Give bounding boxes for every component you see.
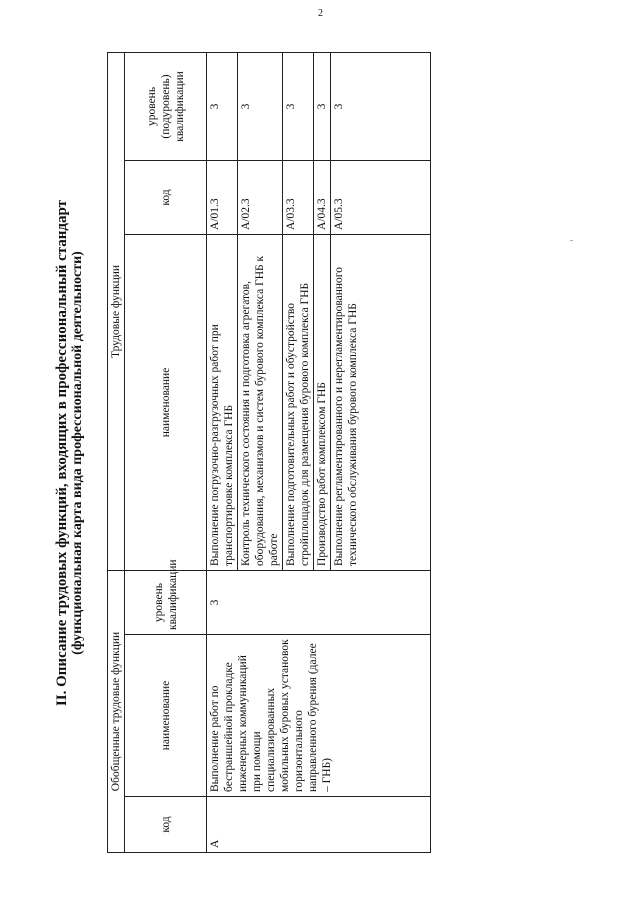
gen-code-cell: A <box>207 797 431 853</box>
scan-mark: ˉ <box>570 238 573 248</box>
func-code-header: код <box>125 160 207 234</box>
func-code-cell: A/04.3 <box>314 160 331 234</box>
func-name-cell: Производство работ комплексом ГНБ <box>314 234 331 570</box>
title-line-1: II. Описание трудовых функций, входящих в профессиональный стандарт <box>54 199 70 707</box>
func-level-header: уровень (подуровень) квалификации <box>125 52 207 160</box>
functional-map-table <box>107 52 431 853</box>
func-name-cell: Выполнение регламентированного и нерегламентированного технического обслуживания бурового комплекса ГНБ <box>331 234 431 570</box>
func-name-cell: Контроль технического состояния и подготовка агрегатов, оборудования, механизмов и систем бурового комплекса ГНБ к работе <box>238 234 283 570</box>
func-code-cell: A/01.3 <box>207 160 238 234</box>
func-level-cell: 3 <box>238 52 283 160</box>
func-name-header: наименование <box>125 234 207 570</box>
gen-level-cell: 3 <box>207 570 431 634</box>
func-code-cell: A/05.3 <box>331 160 431 234</box>
gen-name-header: наименование <box>125 635 207 797</box>
title-line-2: (функциональная карта вида профессиональной деятельности) <box>70 251 85 655</box>
func-level-cell: 3 <box>207 52 238 160</box>
header-row-1 <box>108 52 125 852</box>
func-level-cell: 3 <box>283 52 314 160</box>
header-row-2 <box>125 52 207 852</box>
rotated-page-content <box>55 53 600 853</box>
func-level-cell: 3 <box>314 52 331 160</box>
func-name-cell: Выполнение погрузочно-разгрузочных работ при транспортировке комплекса ГНБ <box>207 234 238 570</box>
gen-level-header: уровень квалификации <box>125 570 207 634</box>
section-title <box>55 53 85 853</box>
func-code-cell: A/02.3 <box>238 160 283 234</box>
func-name-cell: Выполнение подготовительных работ и обустройство стройплощадок для размещения бурового комплекса ГНБ <box>283 234 314 570</box>
gen-name-cell: Выполнение работ по бестраншейной прокладке инженерных коммуникаций при помощи специализированных мобильных буровых установок горизонтального направленного бурения (далее – ГНБ) <box>207 635 431 797</box>
generalized-functions-header: Обобщенные трудовые функции <box>108 570 125 852</box>
func-level-cell: 3 <box>331 52 431 160</box>
func-code-cell: A/03.3 <box>283 160 314 234</box>
gen-code-header: код <box>125 797 207 853</box>
table-row <box>207 52 238 852</box>
page-number: 2 <box>318 8 323 19</box>
labor-functions-header: Трудовые функции <box>108 52 125 570</box>
